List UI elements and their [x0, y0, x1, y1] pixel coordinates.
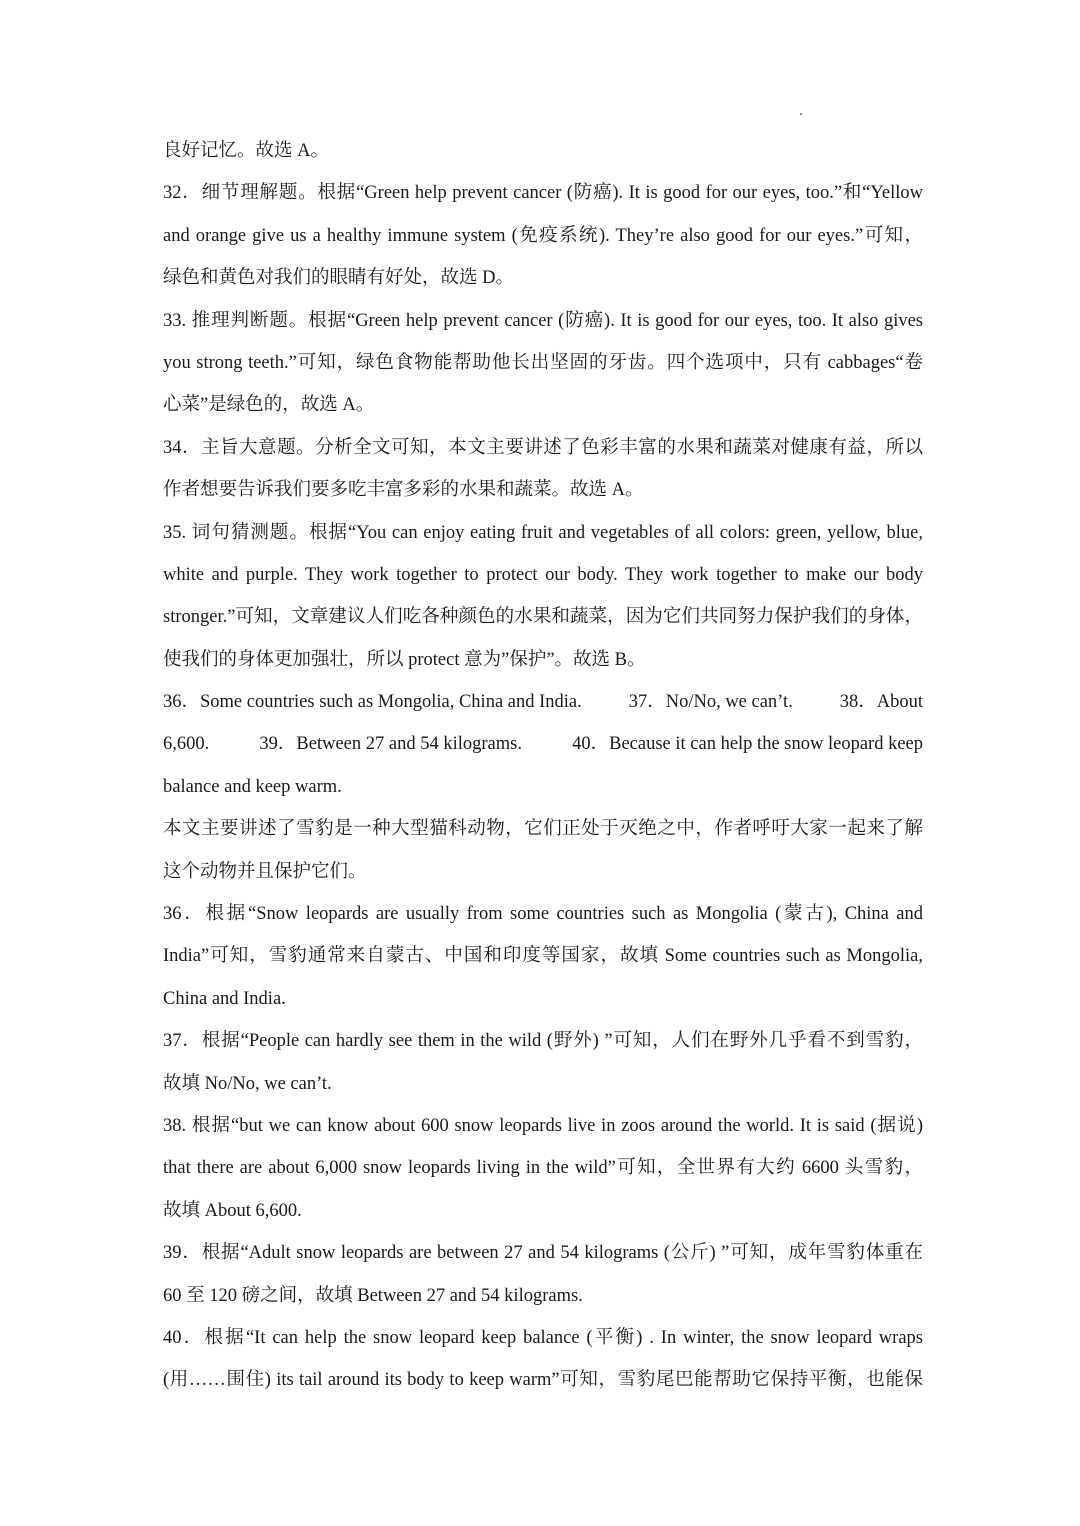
answer-38: 38．About — [839, 692, 923, 713]
answer-38-cont: 6,600. — [163, 734, 210, 755]
text-line: 37．根据“People can hardly see them in the wild (野外) ”可知，人们在野外几乎看不到雪豹， — [163, 1031, 923, 1052]
answer-39: 39．Between 27 and 54 kilograms. — [259, 734, 522, 755]
text-line: 故填 About 6,600. — [163, 1200, 302, 1221]
text-line: 这个动物并且保护它们。 — [163, 861, 367, 882]
text-line: China and India. — [163, 988, 286, 1009]
text-line: 39．根据“Adult snow leopards are between 27 and 54 kilograms (公斤) ”可知，成年雪豹体重在 — [163, 1243, 923, 1264]
text-line: 36．根据“Snow leopards are usually from some countries such as Mongolia (蒙古), China and — [163, 904, 923, 925]
text-line: and orange give us a healthy immune system (免疫系统). They’re also good for our eyes.”可知， — [163, 225, 923, 246]
text-line: 使我们的身体更加强壮，所以 protect 意为”保护”。故选 B。 — [163, 649, 646, 670]
text-line: 35. 词句猜测题。根据“You can enjoy eating fruit and vegetables of all colors: green, yellow, blue, — [163, 522, 923, 543]
text-line: 作者想要告诉我们要多吃丰富多彩的水果和蔬菜。故选 A。 — [163, 480, 644, 501]
text-line: 32．细节理解题。根据“Green help prevent cancer (防癌). It is good for our eyes, too.”和“Yellow — [163, 183, 923, 204]
text-line: 60 至 120 磅之间，故填 Between 27 and 54 kilograms. — [163, 1285, 583, 1306]
text-line: 绿色和黄色对我们的眼睛有好处，故选 D。 — [163, 268, 514, 289]
text-line: 40．根据“It can help the snow leopard keep balance (平衡) . In winter, the snow leopard wraps — [163, 1327, 923, 1348]
text-line: 34．主旨大意题。分析全文可知，本文主要讲述了色彩丰富的水果和蔬菜对健康有益，所以 — [163, 437, 923, 458]
answer-40: 40．Because it can help the snow leopard keep — [572, 734, 923, 755]
answer-row — [163, 681, 923, 723]
text-line: 33. 推理判断题。根据“Green help prevent cancer (防癌). It is good for our eyes, too. It also gives — [163, 310, 923, 331]
text-line: you strong teeth.”可知，绿色食物能帮助他长出坚固的牙齿。四个选项中，只有 cabbages“卷 — [163, 352, 923, 373]
text-line: white and purple. They work together to protect our body. They work together to make our body — [163, 564, 923, 585]
answer-row — [163, 723, 923, 765]
text-line: 故填 No/No, we can’t. — [163, 1073, 332, 1094]
text-line: 38. 根据“but we can know about 600 snow leopards live in zoos around the world. It is said (据说) — [163, 1115, 923, 1136]
text-line: India”可知，雪豹通常来自蒙古、中国和印度等国家，故填 Some countries such as Mongolia, — [163, 946, 923, 967]
text-line: 心菜”是绿色的，故选 A。 — [163, 395, 375, 416]
scan-dot — [800, 113, 802, 115]
text-line: 良好记忆。故选 A。 — [163, 141, 329, 161]
text-line: 本文主要讲述了雪豹是一种大型猫科动物，它们正处于灭绝之中，作者呼吁大家一起来了解 — [163, 819, 923, 840]
answer-36: 36．Some countries such as Mongolia, China and India. — [163, 692, 582, 713]
text-line: stronger.”可知，文章建议人们吃各种颜色的水果和蔬菜，因为它们共同努力保护我们的身体， — [163, 607, 923, 628]
text-line: balance and keep warm. — [163, 776, 342, 797]
text-line: that there are about 6,000 snow leopards living in the wild”可知，全世界有大约 6600 头雪豹， — [163, 1158, 923, 1179]
text-line: (用……围住) its tail around its body to keep warm”可知，雪豹尾巴能帮助它保持平衡，也能保 — [163, 1370, 923, 1391]
answer-37: 37．No/No, we can’t. — [628, 692, 793, 713]
answer-explanations — [163, 130, 923, 1402]
